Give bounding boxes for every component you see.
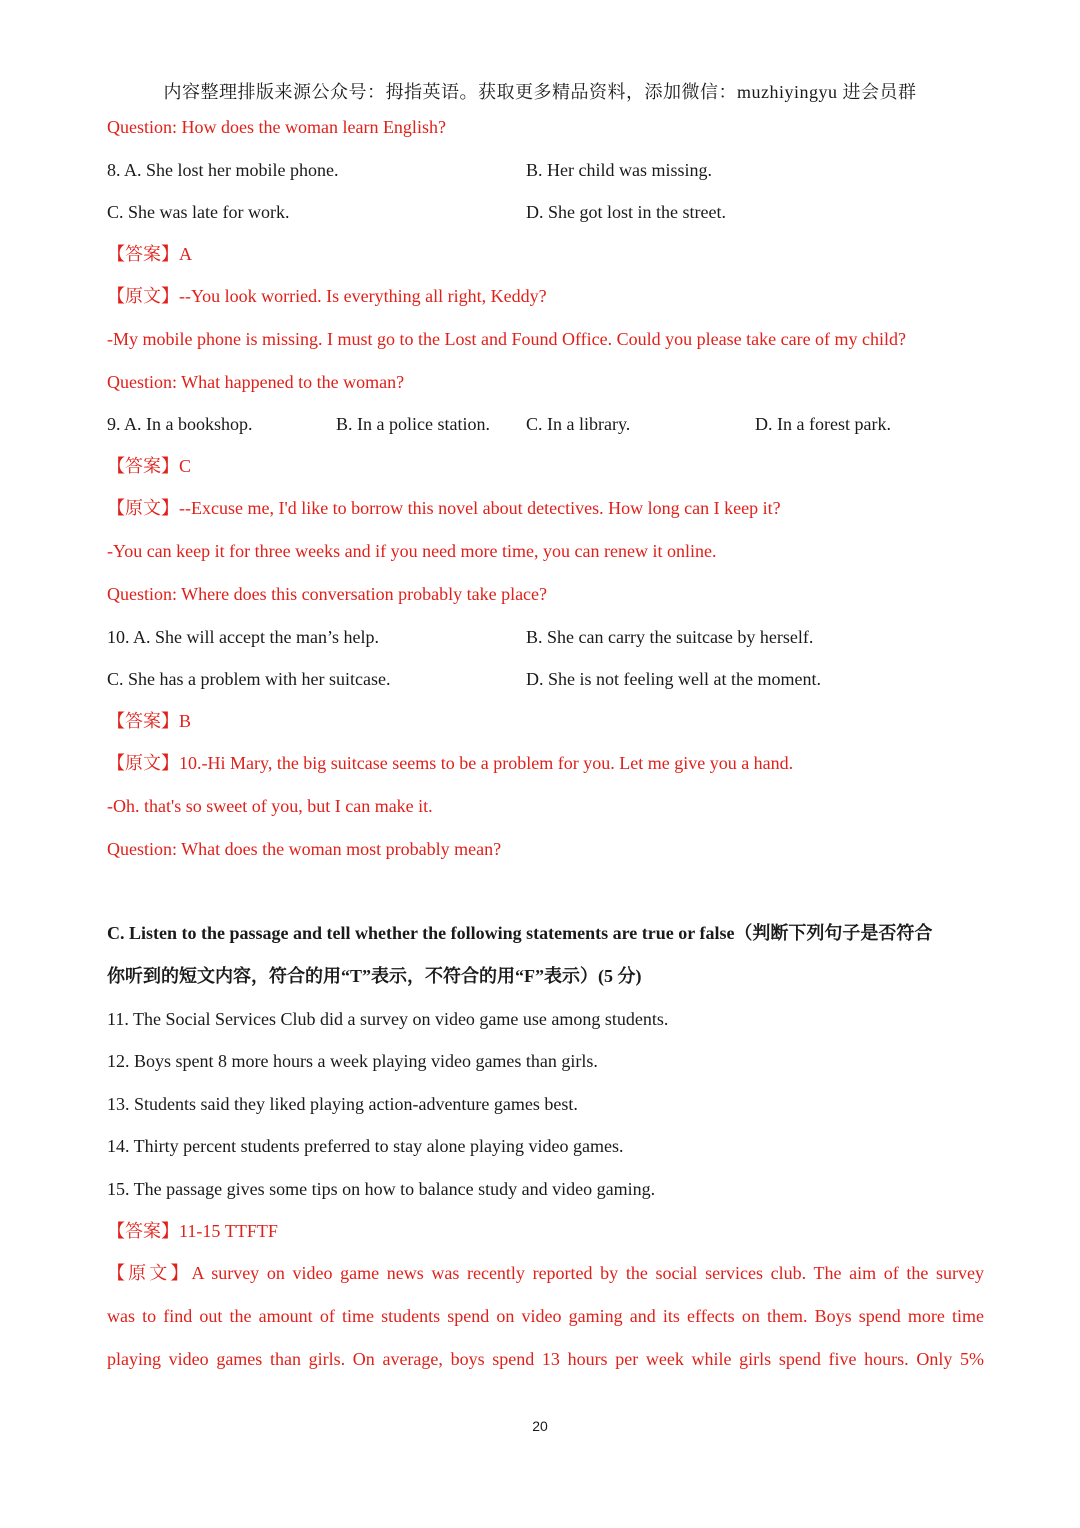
q8-script-line-1: 【原文】--You look worried. Is everything all right, Keddy?	[107, 286, 547, 306]
q10-answer: 【答案】B	[107, 711, 192, 731]
q10-option-b: B. She can carry the suitcase by herself.	[526, 627, 814, 647]
q9-option-a: 9. A. In a bookshop.	[107, 414, 253, 434]
c-script-line-1: 【原文】A survey on video game news was recently reported by the social services club. The aim of the survey	[107, 1263, 984, 1283]
q8-option-d: D. She got lost in the street.	[526, 202, 726, 222]
q8-script-line-2: -My mobile phone is missing. I must go to the Lost and Found Office. Could you please take care of my child?	[107, 329, 907, 349]
q8-option-b: B. Her child was missing.	[526, 160, 712, 180]
statement-11: 11. The Social Services Club did a survey on video game use among students.	[107, 1009, 669, 1029]
q9-option-b: B. In a police station.	[336, 414, 490, 434]
q9-options	[107, 412, 984, 436]
q9-option-c: C. In a library.	[526, 414, 631, 434]
q8-option-a: 8. A. She lost her mobile phone.	[107, 160, 339, 180]
statement-12: 12. Boys spent 8 more hours a week playing video games than girls.	[107, 1051, 598, 1071]
q8-question: Question: What happened to the woman?	[107, 372, 405, 392]
q10-option-a: 10. A. She will accept the man’s help.	[107, 627, 379, 647]
q9-option-d: D. In a forest park.	[755, 414, 891, 434]
c-answer: 【答案】11-15 TTFTF	[107, 1221, 278, 1241]
q10-options	[107, 625, 984, 649]
section-c-heading-line-2: 你听到的短文内容，符合的用“T”表示，不符合的用“F”表示）(5 分)	[107, 966, 642, 986]
q9-question: Question: Where does this conversation probably take place?	[107, 584, 548, 604]
q10-options-2	[107, 667, 984, 691]
q9-script-line-1: 【原文】--Excuse me, I'd like to borrow this novel about detectives. How long can I keep it?	[107, 498, 781, 518]
statement-15: 15. The passage gives some tips on how to balance study and video gaming.	[107, 1179, 656, 1199]
statement-13: 13. Students said they liked playing action-adventure games best.	[107, 1094, 578, 1114]
q10-script-line-1: 【原文】10.-Hi Mary, the big suitcase seems to be a problem for you. Let me give you a hand.	[107, 753, 794, 773]
page-header: 内容整理排版来源公众号：拇指英语。获取更多精品资料，添加微信：muzhiyingyu 进会员群	[163, 82, 917, 102]
q10-option-d: D. She is not feeling well at the moment.	[526, 669, 821, 689]
c-script-line-3: playing video games than girls. On average, boys spend 13 hours per week while girls spend five hours. Only 5%	[107, 1349, 984, 1369]
q9-script-line-2: -You can keep it for three weeks and if you need more time, you can renew it online.	[107, 541, 717, 561]
page-number: 20	[532, 1418, 548, 1434]
q10-question: Question: What does the woman most probably mean?	[107, 839, 502, 859]
q8-options	[107, 158, 984, 182]
c-script-line-2: was to find out the amount of time students spend on video gaming and its effects on them. Boys spend more time	[107, 1306, 984, 1326]
q8-options-2	[107, 200, 984, 224]
q8-answer: 【答案】A	[107, 244, 192, 264]
q9-answer: 【答案】C	[107, 456, 192, 476]
q7-question: Question: How does the woman learn English?	[107, 117, 446, 137]
q10-option-c: C. She has a problem with her suitcase.	[107, 669, 391, 689]
section-c-heading-line-1: C. Listen to the passage and tell whether the following statements are true or false（判断下列句子是否符合	[107, 923, 933, 943]
q10-script-line-2: -Oh. that's so sweet of you, but I can make it.	[107, 796, 433, 816]
q8-option-c: C. She was late for work.	[107, 202, 290, 222]
statement-14: 14. Thirty percent students preferred to stay alone playing video games.	[107, 1136, 624, 1156]
